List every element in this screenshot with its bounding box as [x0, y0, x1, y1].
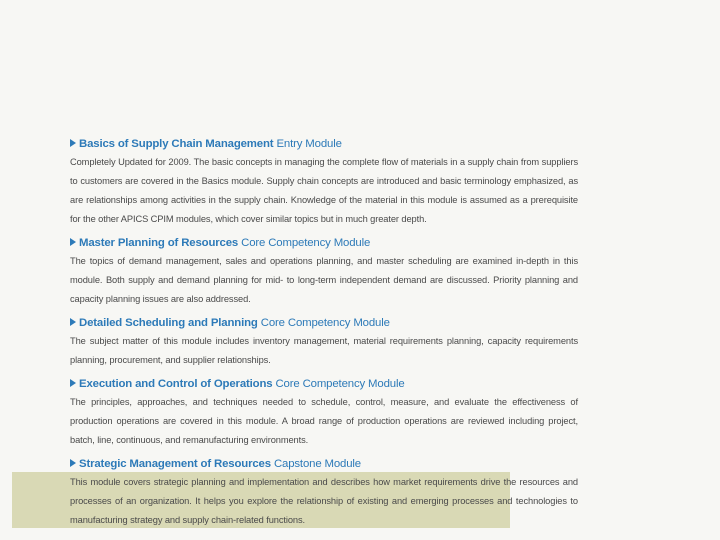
module-heading [70, 456, 578, 473]
module-description: The topics of demand management, sales and operations planning, and master scheduling are examined in-depth in this module. Both supply and demand planning for mid- to long-term independent demand are discussed. Priority planning and capacity planning issues are also addressed. [70, 256, 578, 304]
module-heading [70, 136, 578, 153]
module-strategic-management [70, 456, 578, 530]
module-type: Core Competency Module [260, 317, 390, 329]
module-title: Strategic Management of Resources [79, 458, 271, 470]
module-type: Core Competency Module [241, 237, 371, 249]
module-execution-control [70, 376, 578, 450]
module-heading [70, 376, 578, 393]
triangle-bullet-icon [70, 379, 76, 387]
triangle-bullet-icon [70, 139, 76, 147]
module-description: The principles, approaches, and techniques needed to schedule, control, measure, and evaluate the effectiveness of production operations are covered in this module. A broad range of production operations are reviewed including project, batch, line, continuous, and remanufacturing environments. [70, 397, 578, 445]
module-title: Detailed Scheduling and Planning [79, 317, 258, 329]
module-master-planning [70, 235, 578, 309]
module-title: Basics of Supply Chain Management [79, 138, 274, 150]
module-description: Completely Updated for 2009. The basic concepts in managing the complete flow of materials in a supply chain from suppliers to customers are covered in the Basics module. Supply chain concepts are introduced and basic terminology emphasized, as are relationships among activities in the supply chain. Knowledge of the material in this module is assumed as a prerequisite for the other APICS CPIM modules, which cover similar topics but in much greater depth. [70, 157, 578, 224]
module-title: Execution and Control of Operations [79, 378, 273, 390]
module-type: Core Competency Module [275, 378, 405, 390]
module-detailed-scheduling [70, 315, 578, 370]
module-heading [70, 315, 578, 332]
module-heading [70, 235, 578, 252]
module-title: Master Planning of Resources [79, 237, 239, 249]
triangle-bullet-icon [70, 238, 76, 246]
module-list [70, 136, 578, 536]
module-type: Entry Module [276, 138, 342, 150]
module-description: This module covers strategic planning and implementation and describes how market requirements drive the resources and processes of an organization. It helps you explore the relationship of existing and emerging processes and technologies to manufacturing strategy and supply chain-related functions. [70, 477, 578, 525]
triangle-bullet-icon [70, 318, 76, 326]
module-basics [70, 136, 578, 229]
triangle-bullet-icon [70, 459, 76, 467]
module-description: The subject matter of this module includes inventory management, material requirements planning, capacity requirements planning, procurement, and supplier relationships. [70, 336, 578, 365]
module-type: Capstone Module [273, 458, 361, 470]
